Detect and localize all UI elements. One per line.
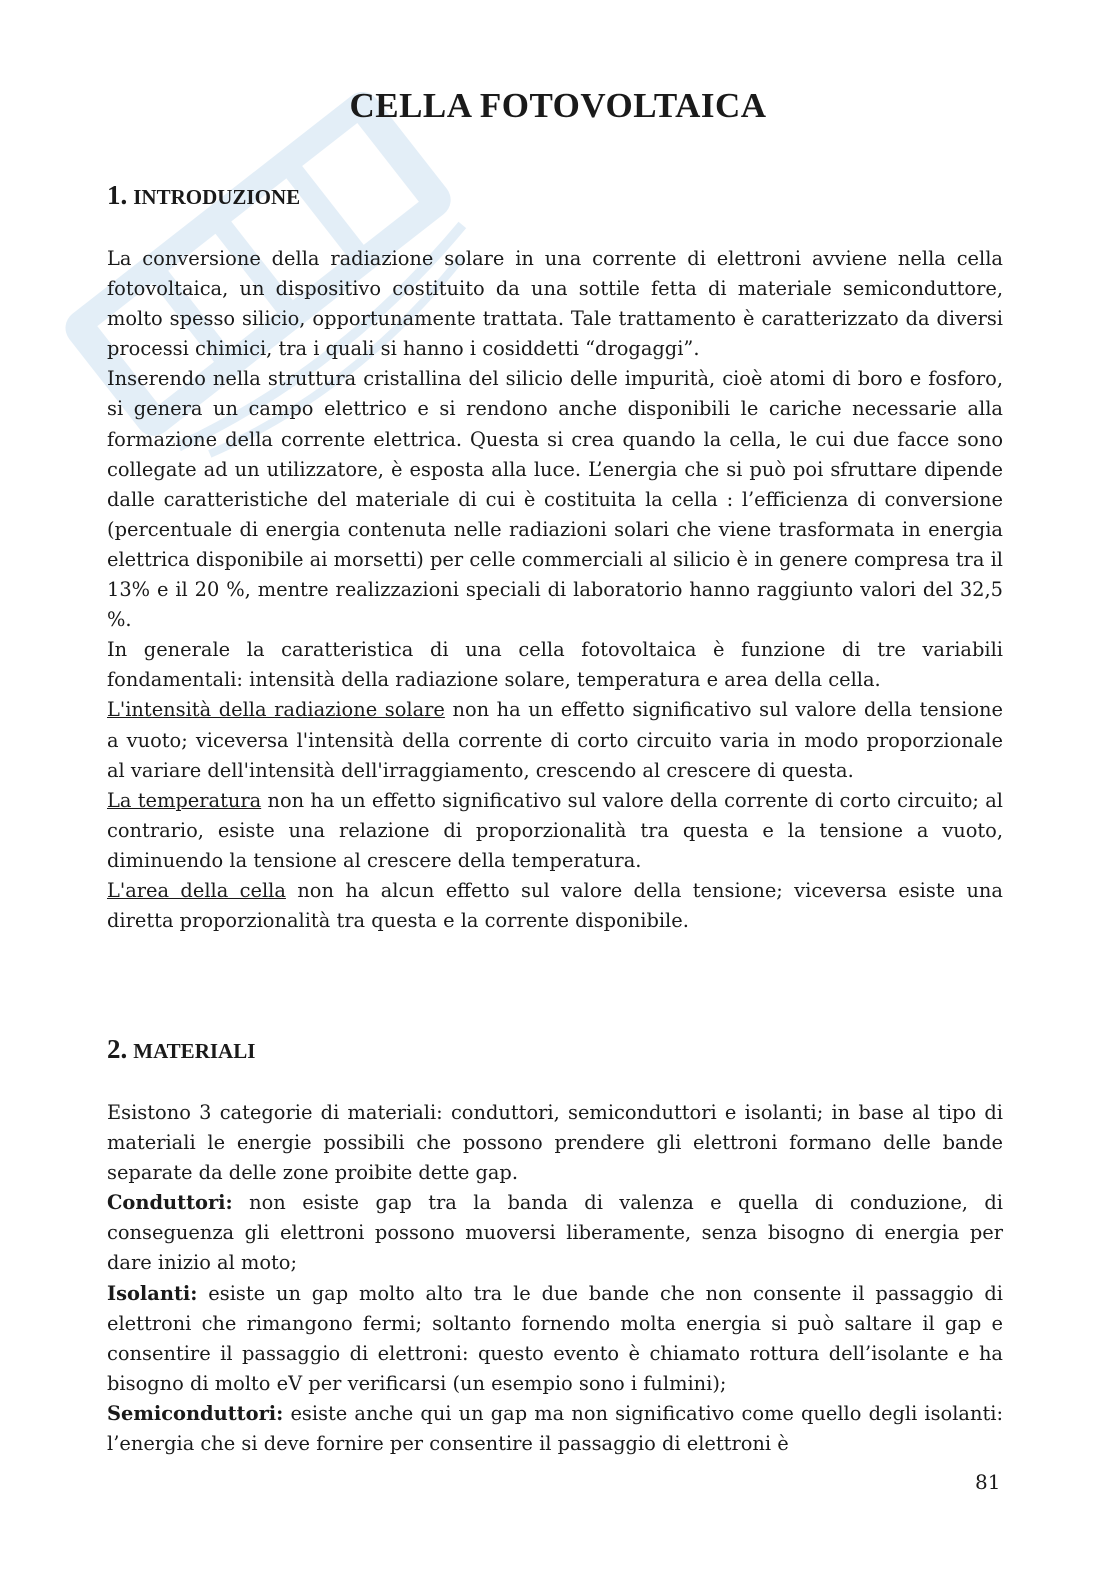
paragraph: In generale la caratteristica di una cella fotovoltaica è funzione di tre variabili fondamentali: intensità della radiazione solare, temperatura e area della cella. xyxy=(107,638,1003,692)
paragraph-text: esiste un gap molto alto tra le due bande che non consente il passaggio di elettroni che rimangono fermi; soltanto fornendo molta energia si può saltare il gap e consentire il passaggio di elettroni: questo evento è chiamato rottura dell’isolante e ha bisogno di molto eV per verificarsi (un esempio sono i fulmini); xyxy=(107,1281,1003,1395)
paragraph xyxy=(107,876,1003,936)
paragraph-text: esiste anche qui un gap ma non significativo come quello degli isolanti: l’energia che si deve fornire per consentire il passaggio di elettroni è xyxy=(107,1401,1003,1456)
page-title: CELLA FOTOVOLTAICA xyxy=(349,86,767,125)
section-heading-introduzione xyxy=(107,180,300,211)
underlined-term: La temperatura xyxy=(107,788,262,812)
bold-term: Isolanti: xyxy=(107,1281,198,1305)
paragraph xyxy=(107,695,1003,785)
materiali-body xyxy=(107,1098,1003,1459)
paragraph: Inserendo nella struttura cristallina del silicio delle impurità, cioè atomi di boro e fosforo, si genera un campo elettrico e si rendono anche disponibili le cariche necessarie alla formazione della corrente elettrica. Questa si crea quando la cella, le cui due facce sono collegate ad un utilizzatore, è esposta alla luce. L’energia che si può poi sfruttare dipende dalle caratteristiche del materiale di cui è costituita la cella : l’efficienza di conversione (percentuale di energia contenuta nelle radiazioni solari che viene trasformata in energia elettrica disponibile ai morsetti) per celle commerciali al silicio è in genere compresa tra il 13% e il 20 %, mentre realizzazioni speciali di laboratorio hanno raggiunto valori del 32,5 %. xyxy=(107,367,1003,632)
paragraph-text: non esiste gap tra la banda di valenza e quella di conduzione, di conseguenza gli elettroni possono muoversi liberamente, senza bisogno di energia per dare inizio al moto; xyxy=(107,1191,1003,1275)
section-title: MATERIALI xyxy=(133,1039,256,1063)
section-number: 1. xyxy=(107,180,128,210)
paragraph xyxy=(107,786,1003,876)
page-number: 81 xyxy=(975,1470,1001,1494)
section-number: 2. xyxy=(107,1034,128,1064)
underlined-term: L'intensità della radiazione solare xyxy=(107,698,445,722)
paragraph-text: non ha alcun effetto sul valore della tensione; viceversa esiste una diretta proporzionalità tra questa e la corrente disponibile. xyxy=(107,878,1003,933)
paragraph xyxy=(107,1279,1003,1399)
bold-term: Semiconduttori: xyxy=(107,1401,284,1425)
paragraph xyxy=(107,1399,1003,1459)
section-heading-materiali xyxy=(107,1034,255,1065)
paragraph-text: non ha un effetto significativo sul valore della corrente di corto circuito; al contrario, esiste una relazione di proporzionalità tra questa e la tensione a vuoto, diminuendo la tensione al crescere della temperatura. xyxy=(107,788,1003,872)
paragraph: La conversione della radiazione solare in una corrente di elettroni avviene nella cella fotovoltaica, un dispositivo costituito da una sottile fetta di materiale semiconduttore, molto spesso silicio, opportunamente trattata. Tale trattamento è caratterizzato da diversi processi chimici, tra i quali si hanno i cosiddetti “drogaggi”. xyxy=(107,247,1003,361)
paragraph-text: non ha un effetto significativo sul valore della tensione a vuoto; viceversa l'intensità della corrente di corto circuito varia in modo proporzionale al variare dell'intensità dell'irraggiamento, crescendo al crescere di questa. xyxy=(107,698,1003,782)
introduzione-body xyxy=(107,244,1003,936)
paragraph: Esistono 3 categorie di materiali: conduttori, semiconduttori e isolanti; in base al tipo di materiali le energie possibili che possono prendere gli elettroni formano delle bande separate da delle zone proibite dette gap. xyxy=(107,1101,1003,1185)
bold-term: Conduttori: xyxy=(107,1191,233,1215)
underlined-term: L'area della cella xyxy=(107,878,286,902)
paragraph xyxy=(107,1188,1003,1278)
section-title: INTRODUZIONE xyxy=(133,185,301,209)
